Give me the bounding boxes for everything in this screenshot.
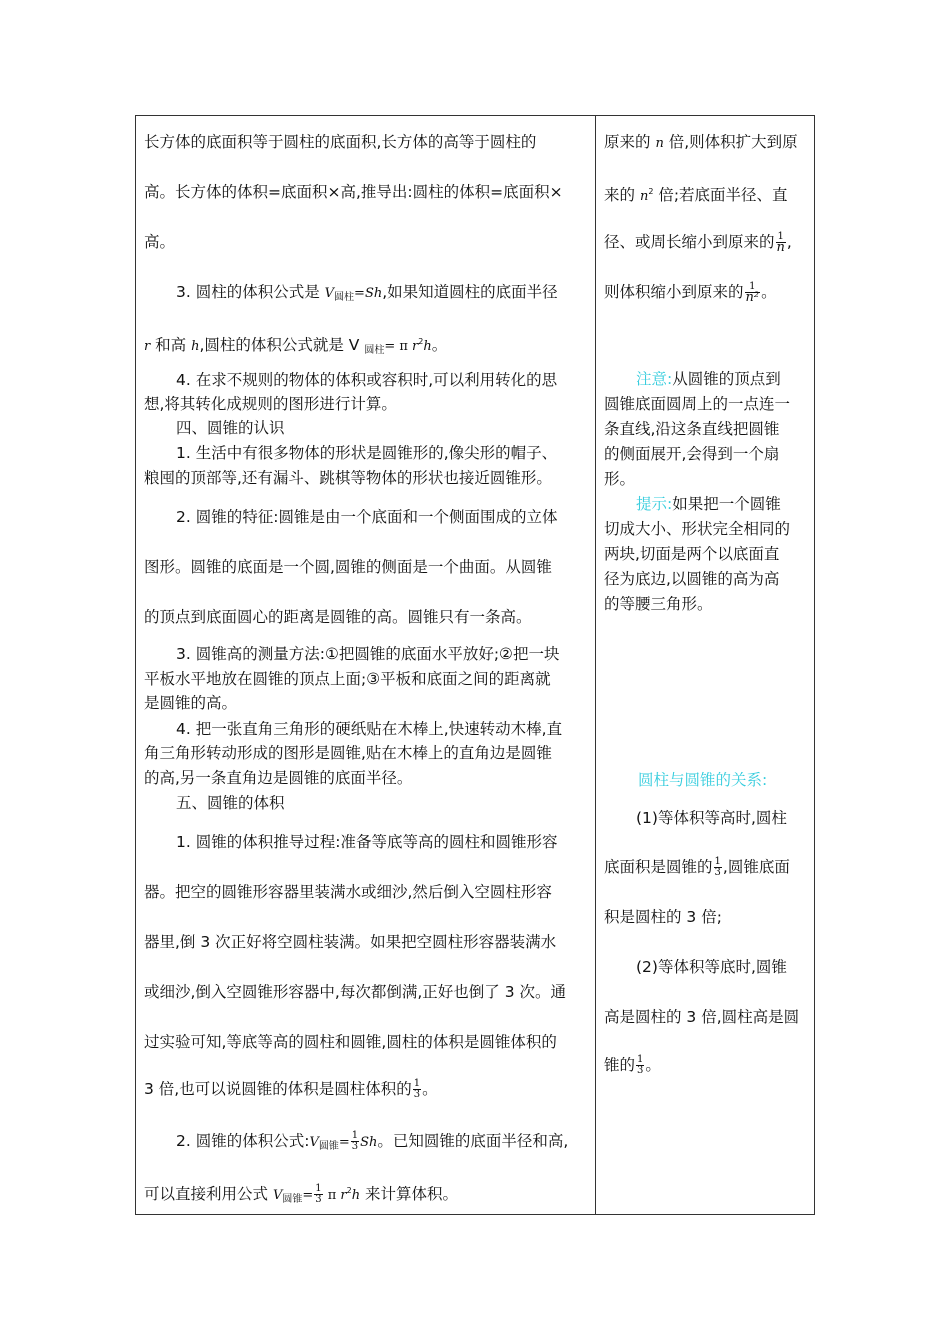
section-heading: 五、圆锥的体积 <box>176 794 285 812</box>
tip-line: 切成大小、形状完全相同的 <box>604 520 791 538</box>
tip-label: 提示: <box>636 495 673 513</box>
tip-line: 的等腰三角形。 <box>604 595 713 613</box>
text-line: 图形。圆锥的底面是一个圆,圆锥的侧面是一个曲面。从圆锥 <box>144 558 552 576</box>
text-line: 的高,另一条直角边是圆锥的底面半径。 <box>144 769 413 787</box>
relation-heading: 圆柱与圆锥的关系: <box>638 771 768 789</box>
fraction-one-third: $\frac{1}{3}$ <box>351 1130 359 1152</box>
text-line: 过实验可知,等底等高的圆柱和圆锥,圆柱的体积是圆锥体积的 <box>144 1033 557 1051</box>
relation-line: 积是圆柱的 3 倍; <box>604 908 722 926</box>
text-line: 器里,倒 3 次正好将空圆柱装满。如果把空圆柱形容器装满水 <box>144 933 557 951</box>
text-line: 长方体的底面积等于圆柱的底面积,长方体的高等于圆柱的 <box>144 133 537 151</box>
cylinder-formula-line: r 和高 h,圆柱的体积公式就是 V $_{圆柱}$= π $r^2h$。 <box>144 336 448 356</box>
tip-line: 两块,切面是两个以底面直 <box>604 545 780 563</box>
cone-formula-line: 可以直接利用公式 $V_{圆锥}=$ $\frac{1}{3}$ π $r^2h$ 来计算体积。 <box>144 1183 459 1205</box>
note-line: 圆锥底面圆周上的一点连一 <box>604 395 791 413</box>
text-line: 平板水平地放在圆锥的顶点上面;③平板和底面之间的距离就 <box>144 670 551 688</box>
text-line: 1. 圆锥的体积推导过程:准备等底等高的圆柱和圆锥形容 <box>176 833 558 851</box>
text-line: 1. 生活中有很多物体的形状是圆锥形的,像尖形的帽子、 <box>176 444 558 462</box>
tip-line: 径为底边,以圆锥的高为高 <box>604 570 780 588</box>
relation-line: 底面积是圆锥的 $\frac{1}{3}$ ,圆锥底面 <box>604 856 790 878</box>
tip-line: 提示:如果把一个圆锥 <box>636 495 781 513</box>
note-line: 注意:从圆锥的顶点到 <box>636 370 781 388</box>
side-note-line: 来的 $n^2$ 倍;若底面半径、直 <box>604 186 788 204</box>
text-line: 4. 把一张直角三角形的硬纸贴在木棒上,快速转动木棒,直 <box>176 720 563 738</box>
text-line: 的顶点到底面圆心的距离是圆锥的高。圆锥只有一条高。 <box>144 608 532 626</box>
relation-line: 高是圆柱的 3 倍,圆柱高是圆 <box>604 1008 800 1026</box>
text-line: 角三角形转动形成的图形是圆锥,贴在木棒上的直角边是圆锥 <box>144 744 552 762</box>
text-line: 是圆锥的高。 <box>144 694 238 712</box>
text-line: 3. 圆锥高的测量方法:①把圆锥的底面水平放好;②把一块 <box>176 645 560 663</box>
side-note-line: 则体积缩小到原来的 $\frac{1}{\text{n²}}$ 。 <box>604 281 777 305</box>
fraction-one-over-n: $\frac{1}{n}$ <box>776 231 785 255</box>
fraction-one-third: $\frac{1}{3}$ <box>714 856 721 878</box>
side-note-line: 原来的 n 倍,则体积扩大到原 <box>604 133 798 151</box>
cylinder-formula-line: 3. 圆柱的体积公式是 $V_{圆柱}=Sh$,如果知道圆柱的底面半径 <box>176 283 558 303</box>
note-line: 条直线,沿这条直线把圆锥 <box>604 420 780 438</box>
text-line: 高。 <box>144 233 176 251</box>
fraction-one-third: $\frac{1}{3}$ <box>315 1183 322 1205</box>
text-line: 器。把空的圆锥形容器里装满水或细沙,然后倒入空圆柱形容 <box>144 883 552 901</box>
text-line: 高。长方体的体积=底面积×高,推导出:圆柱的体积=底面积× <box>144 183 563 201</box>
fraction-one-third: $\frac{1}{3}$ <box>413 1078 421 1100</box>
text-line: 3 倍,也可以说圆锥的体积是圆柱体积的 $\frac{1}{3}$ 。 <box>144 1078 438 1100</box>
fraction-one-third: $\frac{1}{3}$ <box>637 1054 644 1076</box>
note-line: 的侧面展开,会得到一个扇 <box>604 445 780 463</box>
cone-formula-line: 2. 圆锥的体积公式$:V_{圆锥}=$ $\frac{1}{3}$ Sh。已知圆锥的底面半径和高, <box>176 1130 569 1152</box>
note-label: 注意: <box>636 370 673 388</box>
relation-line: (1)等体积等高时,圆柱 <box>636 809 787 827</box>
text-line: 粮囤的顶部等,还有漏斗、跳棋等物体的形状也接近圆锥形。 <box>144 469 552 487</box>
text-line: 想,将其转化成规则的图形进行计算。 <box>144 395 397 413</box>
text-line: 2. 圆锥的特征:圆锥是由一个底面和一个侧面围成的立体 <box>176 508 558 526</box>
text-line: 4. 在求不规则的物体的体积或容积时,可以利用转化的思 <box>176 371 558 389</box>
side-note-line: 径、或周长缩小到原来的 $\frac{1}{n}$ , <box>604 231 792 255</box>
relation-line: 锥的 $\frac{1}{3}$ 。 <box>604 1054 661 1076</box>
relation-line: (2)等体积等底时,圆锥 <box>636 958 787 976</box>
section-heading: 四、圆锥的认识 <box>176 419 285 437</box>
fraction-one-over-n-squared: $\frac{1}{\text{n²}}$ <box>745 281 760 305</box>
text-line: 或细沙,倒入空圆锥形容器中,每次都倒满,正好也倒了 3 次。通 <box>144 983 566 1001</box>
column-divider <box>595 115 596 1215</box>
note-line: 形。 <box>604 470 636 488</box>
